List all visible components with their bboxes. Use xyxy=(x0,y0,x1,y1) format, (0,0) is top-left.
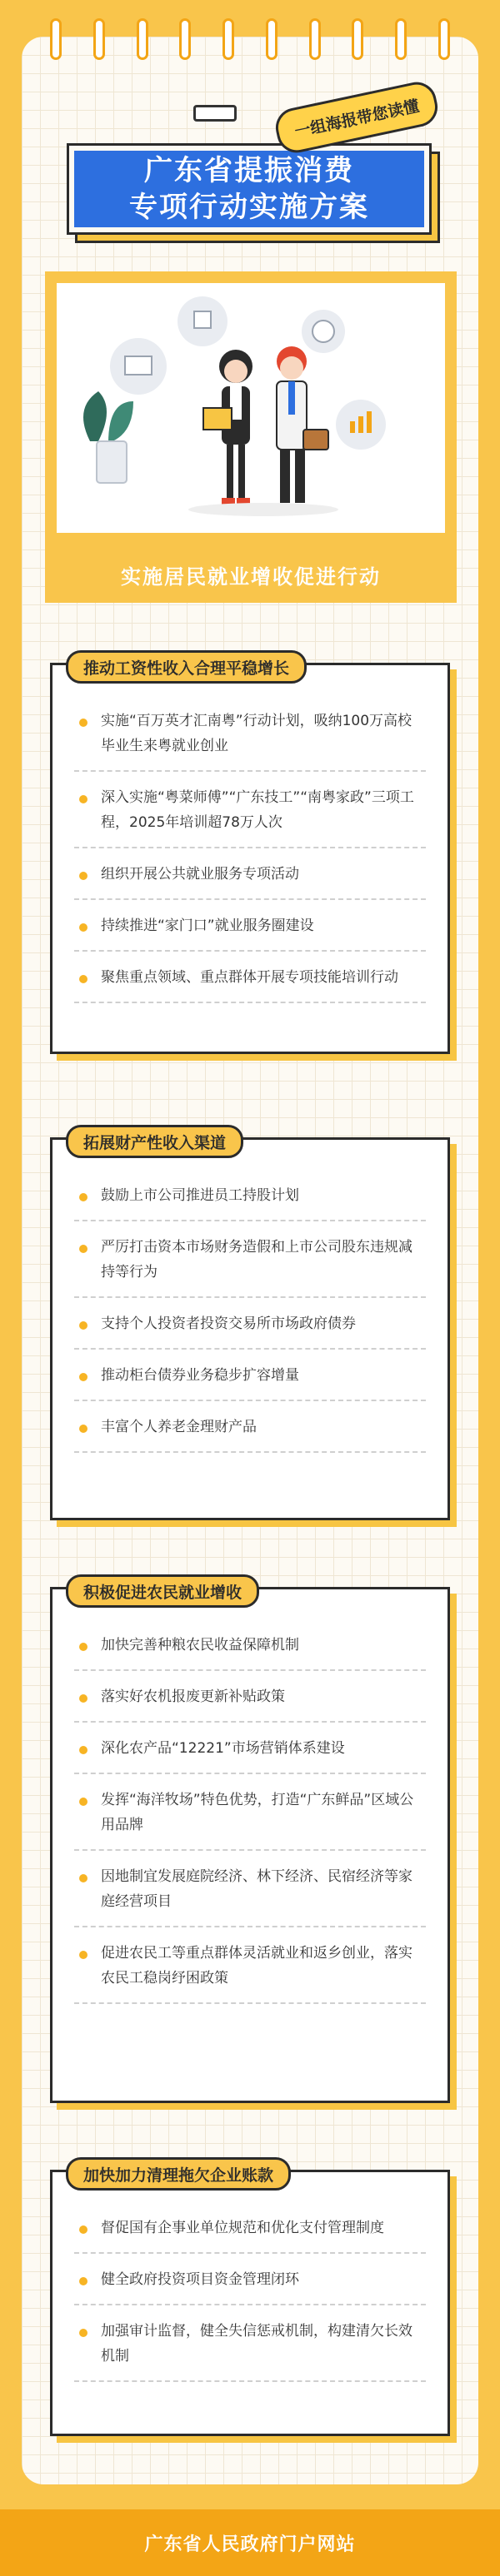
binder-ring xyxy=(93,18,105,60)
bullet-icon xyxy=(79,1798,88,1806)
list-item xyxy=(74,1170,426,1221)
bullet-icon xyxy=(79,872,88,880)
hero-banner xyxy=(48,550,453,599)
subtitle-tag: 一组海报带您读懂 xyxy=(272,78,442,157)
hero-banner-text: 实施居民就业增收促进行动 xyxy=(121,564,381,589)
list-item xyxy=(74,1221,426,1298)
list-item-text: 聚焦重点领域、重点群体开展专项技能培训行动 xyxy=(101,969,398,986)
list-item xyxy=(74,695,426,772)
list-item xyxy=(74,1401,426,1453)
section-card-4 xyxy=(50,2166,450,2436)
section-items xyxy=(52,1619,448,2004)
binder-ring xyxy=(266,18,278,60)
list-item-text: 支持个人投资者投资交易所市场政府债券 xyxy=(101,1315,356,1332)
binder-ring xyxy=(438,18,450,60)
list-item-text: 鼓励上市公司推进员工持股计划 xyxy=(101,1187,299,1204)
section-heading: 推动工资性收入合理平稳增长 xyxy=(66,650,307,684)
bullet-icon xyxy=(79,1321,88,1330)
binder-rings xyxy=(50,18,450,63)
bullet-icon xyxy=(79,923,88,932)
list-item-text: 实施“百万英才汇南粤”行动计划，吸纳100万高校毕业生来粤就业创业 xyxy=(101,713,412,754)
bullet-icon xyxy=(79,1373,88,1381)
bullet-icon xyxy=(79,1874,88,1882)
bullet-icon xyxy=(79,1643,88,1651)
list-item-text: 推动柜台债券业务稳步扩容增量 xyxy=(101,1367,299,1384)
section-card-1 xyxy=(50,659,450,1054)
list-item-text: 深化农产品“12221”市场营销体系建设 xyxy=(101,1740,345,1757)
section-items xyxy=(52,2202,448,2382)
bullet-icon xyxy=(79,1746,88,1754)
list-item xyxy=(74,1774,426,1851)
section-card-2 xyxy=(50,1133,450,1520)
bullet-icon xyxy=(79,1245,88,1253)
list-item-text: 促进农民工等重点群体灵活就业和返乡创业，落实农民工稳岗纾困政策 xyxy=(101,1945,412,1987)
list-item xyxy=(74,1350,426,1401)
list-item-text: 加强审计监督，健全失信惩戒机制，构建清欠长效机制 xyxy=(101,2323,412,2365)
list-item xyxy=(74,1619,426,1671)
binder-ring xyxy=(179,18,191,60)
list-item-text: 因地制宜发展庭院经济、林下经济、民宿经济等家庭经营项目 xyxy=(101,1868,412,1910)
list-item-text: 督促国有企事业单位规范和优化支付管理制度 xyxy=(101,2220,384,2236)
bullet-icon xyxy=(79,1425,88,1433)
bullet-icon xyxy=(79,1193,88,1201)
section-items xyxy=(52,1170,448,1453)
binder-ring xyxy=(137,18,148,60)
paper-clip-icon xyxy=(193,105,237,122)
title-panel xyxy=(74,151,424,227)
list-item xyxy=(74,1927,426,2004)
list-item xyxy=(74,2202,426,2254)
bullet-icon xyxy=(79,1951,88,1959)
office-workers-illustration-icon xyxy=(57,283,445,533)
section-card-3 xyxy=(50,1583,450,2103)
bullet-icon xyxy=(79,795,88,803)
list-item-text: 组织开展公共就业服务专项活动 xyxy=(101,866,299,883)
bullet-icon xyxy=(79,975,88,983)
bullet-icon xyxy=(79,719,88,727)
section-heading: 加快加力清理拖欠企业账款 xyxy=(66,2157,291,2191)
list-item-text: 丰富个人养老金理财产品 xyxy=(101,1419,257,1435)
section-heading: 积极促进农民就业增收 xyxy=(66,1574,259,1608)
list-item-text: 深入实施“粤菜师傅”“广东技工”“南粤家政”三项工程，2025年培训超78万人次 xyxy=(101,789,414,831)
binder-ring xyxy=(50,18,62,60)
list-item xyxy=(74,848,426,900)
list-item xyxy=(74,772,426,848)
list-item xyxy=(74,2254,426,2305)
list-item-text: 加快完善种粮农民收益保障机制 xyxy=(101,1637,299,1654)
section-heading: 拓展财产性收入渠道 xyxy=(66,1125,243,1158)
list-item-text: 严厉打击资本市场财务造假和上市公司股东违规减持等行为 xyxy=(101,1239,412,1281)
footer-bar xyxy=(0,2509,500,2576)
binder-ring xyxy=(395,18,407,60)
list-item xyxy=(74,1851,426,1927)
list-item-text: 发挥“海洋牧场”特色优势，打造“广东鲜品”区域公用品牌 xyxy=(101,1792,414,1833)
page-title-line-1: 广东省提振消费 xyxy=(144,154,354,187)
list-item-text: 落实好农机报废更新补贴政策 xyxy=(101,1688,285,1705)
bullet-icon xyxy=(79,2329,88,2337)
footer-source: 广东省人民政府门户网站 xyxy=(144,2534,356,2555)
binder-ring xyxy=(309,18,321,60)
list-item xyxy=(74,900,426,952)
list-item xyxy=(74,1298,426,1350)
list-item-text: 健全政府投资项目资金管理闭环 xyxy=(101,2271,299,2288)
binder-ring xyxy=(352,18,363,60)
title-box xyxy=(67,143,432,235)
bullet-icon xyxy=(79,2225,88,2234)
hero-illustration xyxy=(57,283,445,533)
section-items xyxy=(52,695,448,1003)
bullet-icon xyxy=(79,1694,88,1703)
list-item xyxy=(74,1671,426,1723)
list-item xyxy=(74,2305,426,2382)
bullet-icon xyxy=(79,2277,88,2285)
binder-ring xyxy=(222,18,234,60)
list-item xyxy=(74,1723,426,1774)
list-item-text: 持续推进“家门口”就业服务圈建设 xyxy=(101,918,314,934)
page-title-line-2: 专项行动实施方案 xyxy=(129,191,369,224)
list-item xyxy=(74,952,426,1003)
